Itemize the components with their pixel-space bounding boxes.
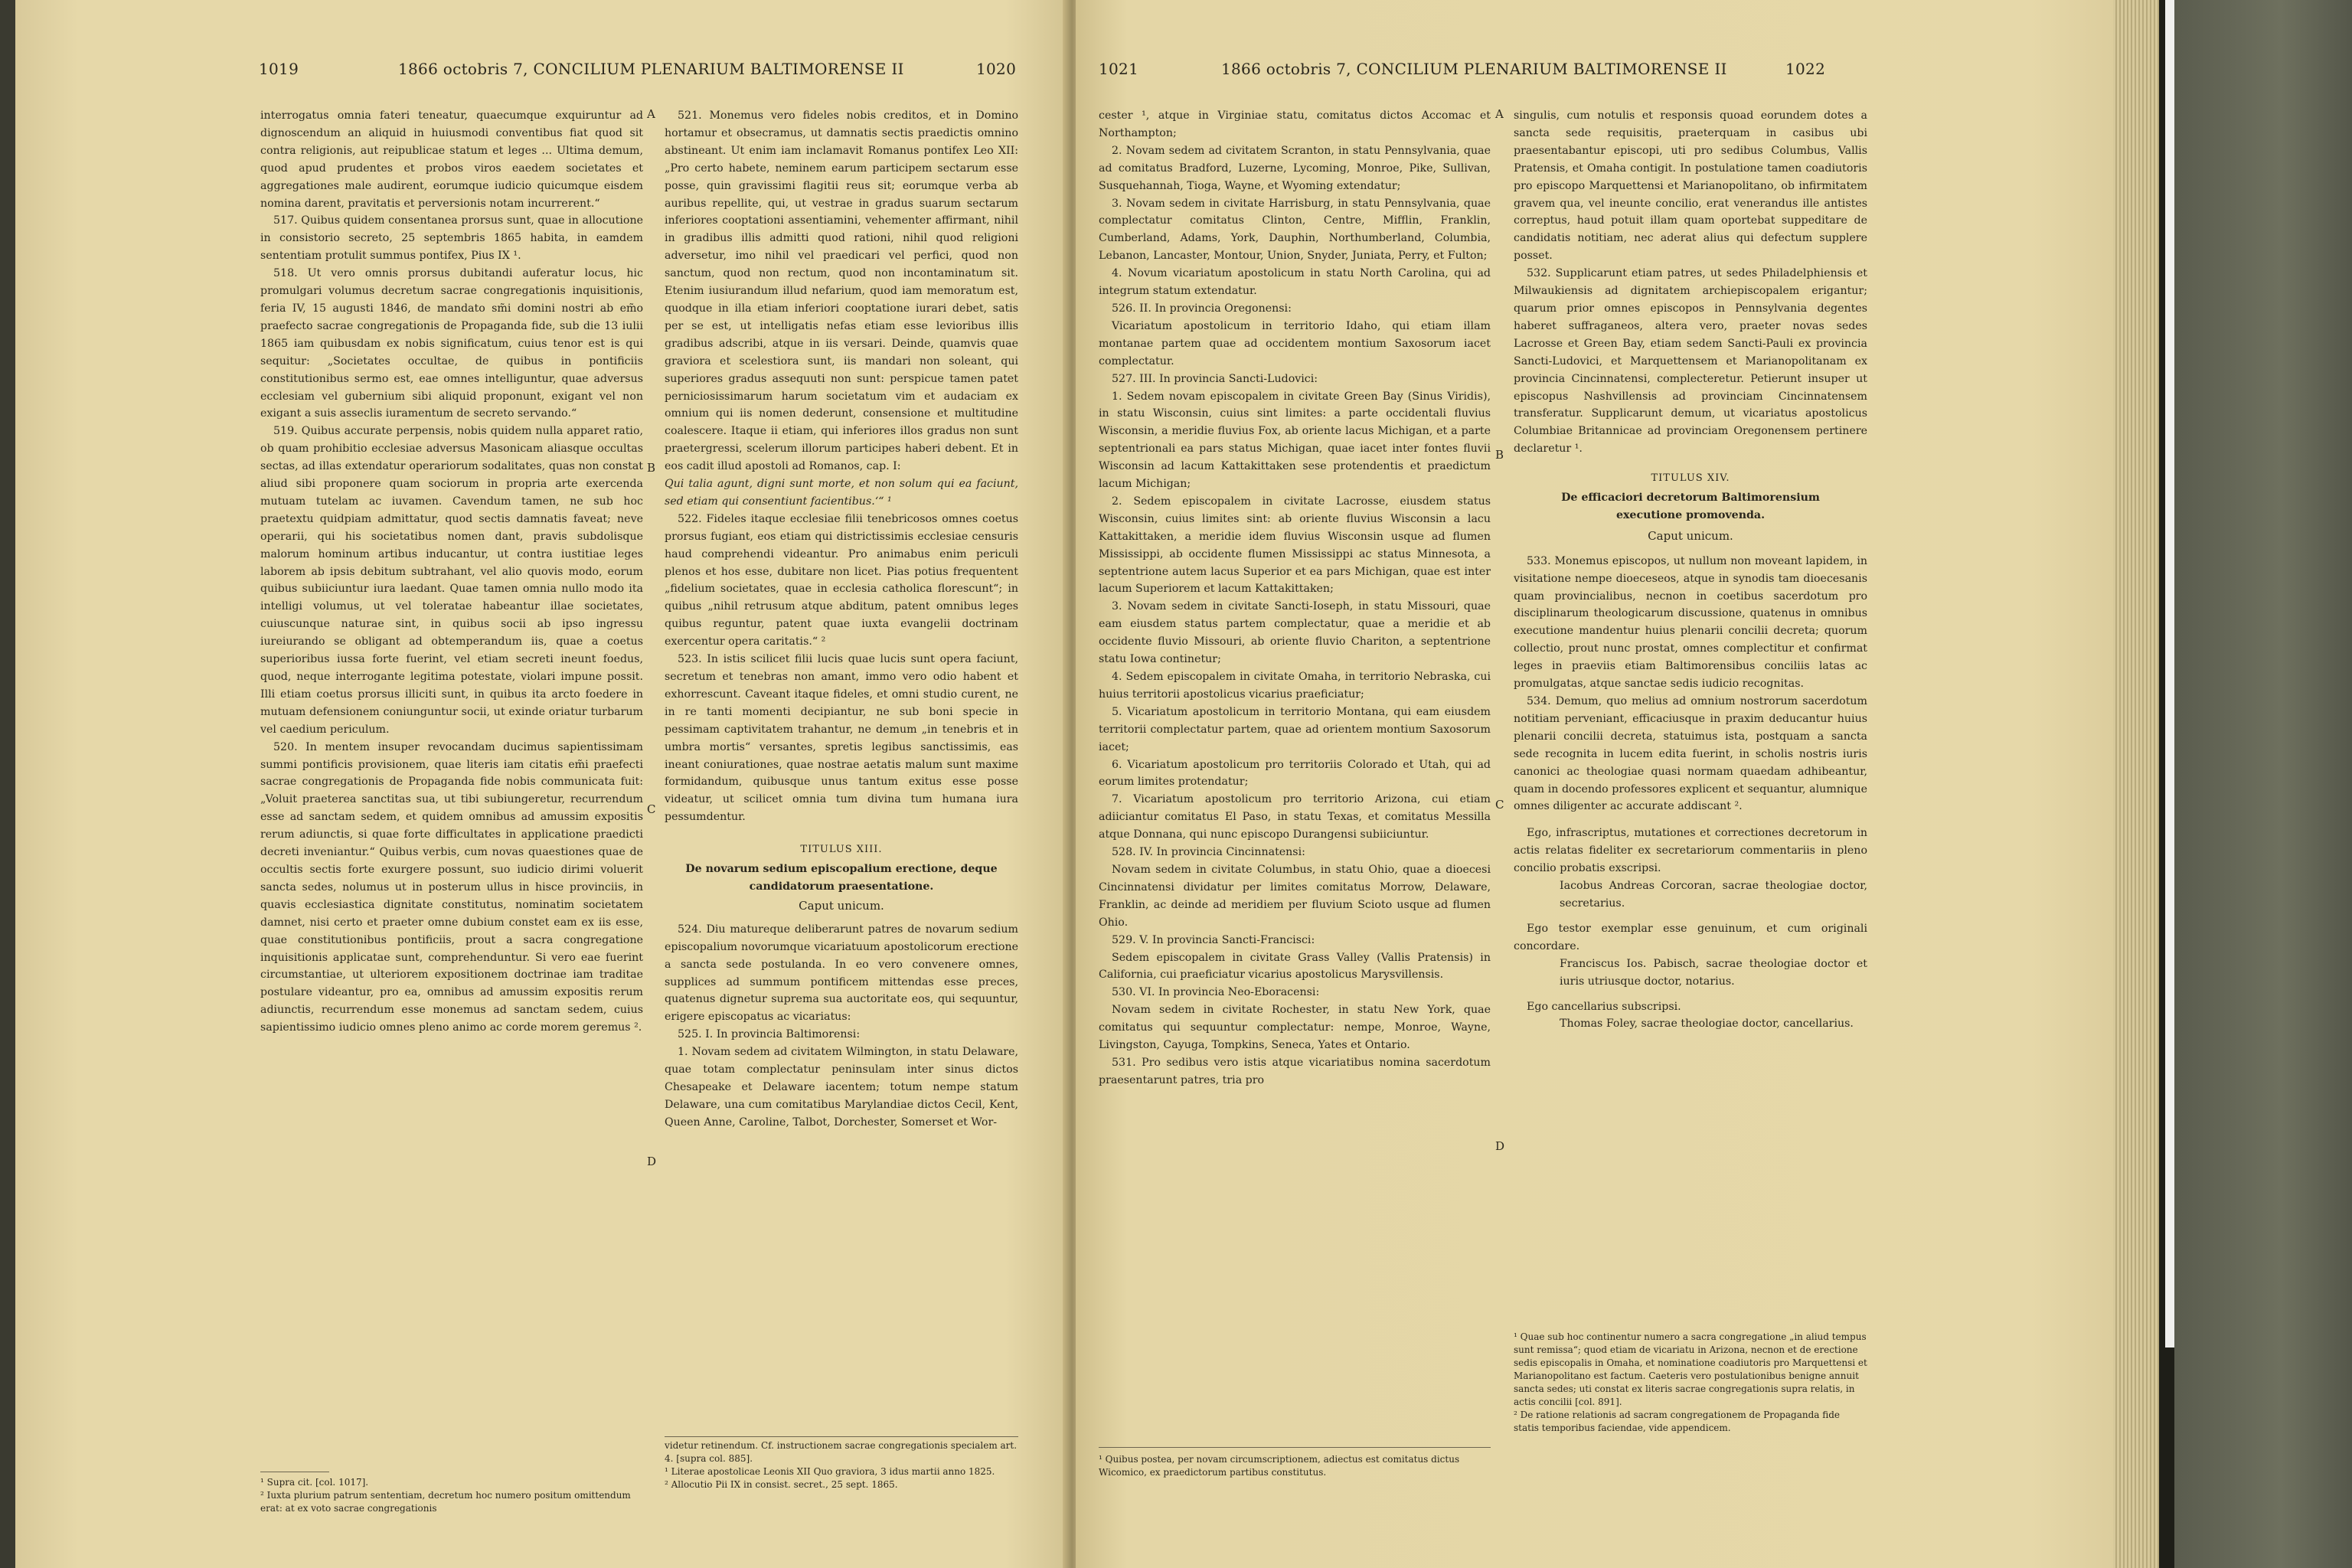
right-page <box>1076 0 2113 1568</box>
paragraph-534: 534. Demum, quo melius ad omnium nostrorum sacerdotum notitiam perveniant, efficaciusque in praxim deducantur huius plenarii concilii decreta, statuimus ista, postquam a sancta sede recognita in lucem edita fuerint, in scholis nostris iuris canonici ac theologiae quasi normam quaedam adhibeantur, quam in docendo professores explicent et sequantur, alumnique omnes diligenter ac accurate addiscant ². <box>1514 695 1867 813</box>
paragraph-524: 524. Diu matureque deliberarunt patres de novarum sedium episcopalium novorumque vicariatuum apostolicorum erectione a sancta sede postulanda. In eo vero convenere omnes, supplices ad summum pontificem mittendas esse preces, quatenus dignetur suprema sua auctoritate eos, qui sequuntur, erigere episcopatus ac vicariatus: <box>665 923 1018 1024</box>
caput-unicum: Caput unicum. <box>1648 528 1733 543</box>
margin-letter-a: A <box>1495 107 1504 121</box>
paragraph: 1. Sedem novam episcopalem in civitate Green Bay (Sinus Viridis), in statu Wisconsin, cuius sint limites: a parte occidentali fluvius Wisconsin, a meridie fluvius Fox, ab oriente lacus Michigan, et a parte septentrionali ea pars status Michigan, quae iacet inter fontes fluvii Wisconsin ad lacum Kattakittaken sese protendentis et praedictum lacum Michigan; <box>1099 390 1491 491</box>
footnote: ¹ Literae apostolicae Leonis XII Quo graviora, 3 idus martii anno 1825. <box>665 1466 995 1477</box>
footnotes-right-col1 <box>1099 1453 1491 1479</box>
paragraph-526: 526. II. In provincia Oregonensi: <box>1112 302 1292 315</box>
signature-statement: Ego cancellarius subscripsi. <box>1527 1000 1681 1013</box>
book-page-edges <box>2113 0 2159 1568</box>
paragraph-528: 528. IV. In provincia Cincinnatensi: <box>1112 846 1305 859</box>
paragraph-527: 527. III. In provincia Sancti-Ludovici: <box>1112 372 1318 385</box>
background-edge-left <box>0 0 15 1568</box>
running-title-right: 1866 octobris 7, CONCILIUM PLENARIUM BALTIMORENSE II <box>1221 60 1727 78</box>
footnote-rule <box>1099 1447 1491 1448</box>
footnote: videtur retinendum. Cf. instructionem sacrae congregationis specialem art. 4. [supra col. 885]. <box>665 1440 1018 1464</box>
titulus-xiii-heading: De novarum sedium episcopalium erectione, deque candidatorum praesentatione. <box>685 863 998 893</box>
margin-letter-d: D <box>1495 1139 1505 1153</box>
titulus-xiii: TITULUS XIII. <box>800 844 883 856</box>
paragraph-530: 530. VI. In provincia Neo-Eboracensi: <box>1112 986 1320 999</box>
paragraph: 7. Vicariatum apostolicum pro territorio Arizona, cui etiam adiiciantur comitatus El Paso, in statu Texas, et comitatus Messilla atque Donnana, qui nunc episcopo Durangensi subiiciuntur. <box>1099 793 1491 841</box>
paragraph: 3. Novam sedem in civitate Harrisburg, in statu Pennsylvania, quae complectatur comitatus Clinton, Centre, Mifflin, Franklin, Cumberland, Adams, York, Dauphin, Northumberland, Columbia, Lebanon, Lancaster, Montour, Union, Snyder, Juniata, Perry, et Fulton; <box>1099 197 1491 263</box>
quotation: Qui talia agunt, digni sunt morte, et non solum qui ea faciunt, sed etiam qui consentiunt facientibus.‘“ ¹ <box>665 478 1018 508</box>
page-number-1021: 1021 <box>1099 60 1139 78</box>
footnote: ² Allocutio Pii IX in consist. secret., 25 sept. 1865. <box>665 1479 898 1490</box>
signature-pabisch: Franciscus Ios. Pabisch, sacrae theologiae doctor et iuris utriusque doctor, notarius. <box>1560 957 1867 988</box>
paragraph: 3. Novam sedem in civitate Sancti-Ioseph, in statu Missouri, quae eam eiusdem status partem complectatur, quae a meridie et ab occidente fluvio Missouri, ab oriente fluvio Chariton, a septentrione statu Iowa continetur; <box>1099 600 1491 666</box>
signature-statement: Ego testor exemplar esse genuinum, et cum originali concordare. <box>1514 922 1867 952</box>
signature-statement: Ego, infrascriptus, mutationes et correctiones decretorum in actis relatas fideliter ex secretariorum commentariis in pleno concilio probatis exscripsi. <box>1514 827 1867 875</box>
page-number-1019: 1019 <box>259 60 299 78</box>
paragraph: 5. Vicariatum apostolicum in territorio Montana, qui eam eiusdem territorii complectatur partem, quae ad orientem montium Saxosorum iacet; <box>1099 705 1491 753</box>
paragraph-523: 523. In istis scilicet filii lucis quae lucis sunt opera faciunt, secretum et tenebras non amant, immo vero odio habent et exhorrescunt. Caveant itaque fideles, et omni studio curent, ne in re tanti momenti decipiantur, ne sub boni specie in pessimam captivitatem trahantur, ne demum „in tenebris et in umbra mortis“ versantes, spretis legibus sanctissimis, eas ineant coniurationes, quae nostrae aetatis malum sunt maxime formidandum, quibusque unus tantum exitus esse posse videatur, ut scilicet omnia tum divina tum humana iura pessumdentur. <box>665 653 1018 824</box>
margin-letter-c: C <box>1495 798 1504 812</box>
margin-letter-b: B <box>1495 448 1504 462</box>
titulus-xiv: TITULUS XIV. <box>1651 472 1730 485</box>
paragraph-518: 518. Ut vero omnis prorsus dubitandi auferatur locus, hic promulgari volumus decretum sacrae congregationis inquisitionis, feria IV, 15 augusti 1846, de mandato sm̃i domini nostri ab em̃o praefecto sacrae congregationis de Propaganda fide, sub die 13 iulii 1865 iam quibusdam ex nobis significatum, cuius tenor est is qui sequitur: „Societates occultae, de quibus in pontificiis constitutionibus sermo est, eae omnes intelliguntur, quae adversus ecclesiam vel gubernium sibi aliquid proponunt, exigant vel non exigant a suis asseclis iuramentum de secreto servando.“ <box>260 267 643 420</box>
left-page-column-1 <box>260 107 643 1037</box>
paragraph: interrogatus omnia fateri teneatur, quaecumque exquiruntur ad dignoscendum an aliquid in huiusmodi conventibus fiat quod sit contra religionis, aut reipublicae statum et leges ... Ultima demum, quod apud prudentes et probos viros eaedem societates et aggregationes male audirent, eorumque iudicio quicumque eisdem nomina darent, pravitatis et perversionis notam incurrerent.“ <box>260 109 643 210</box>
running-title-left: 1866 octobris 7, CONCILIUM PLENARIUM BALTIMORENSE II <box>398 60 904 78</box>
paragraph: Sedem episcopalem in civitate Grass Valley (Vallis Pratensis) in California, cui praeficiatur vicarius apostolicus Marysvillensis. <box>1099 951 1491 982</box>
paragraph-517: 517. Quibus quidem consentanea prorsus sunt, quae in allocutione in consistorio secreto, 25 septembris 1865 habita, in eamdem sententiam protulit summus pontifex, Pius IX ¹. <box>260 214 643 263</box>
paragraph: 2. Sedem episcopalem in civitate Lacrosse, eiusdem status Wisconsin, cuius limites sint: ab oriente fluvius Wisconsin a lacu Kattakittaken, a meridie idem fluvius Wisconsin usque ad flumen Mississippi, ab occidente flumen Mississippi ac status Minnesota, a septentrione autem lacus Superior et ea pars Michigan, quae est inter lacum Superiorem et lacum Kattakittaken; <box>1099 495 1491 596</box>
footnote: ¹ Quae sub hoc continentur numero a sacra congregatione „in aliud tempus sunt remissa“; quod etiam de vicariatu in Arizona, necnon et de erectione sedis episcopalis in Omaha, et nominatione coadiutoris pro Marquettensi et Marianopolitano est factum. Caeteris vero postulationibus benigne annuit sancta sedes; uti constat ex literis sacrae congregationis supra relatis, in actis concilii [col. 891]. <box>1514 1331 1867 1407</box>
left-page <box>15 0 1068 1568</box>
paragraph-532: 532. Supplicarunt etiam patres, ut sedes Philadelphiensis et Milwaukiensis ad dignitatem archiepiscopalem erigantur; quarum prior omnes episcopos in Pennsylvania degentes haberet suffraganeos, altera vero, praeter novas sedes Lacrosse et Green Bay, etiam sedem Sancti-Pauli ex provincia Sancti-Ludovici, et Marquettensem et Marianopolitanam ex provincia Cincinnatensi, complecteretur. Petierunt insuper ut episcopus Nashvillensis ad provinciam Cincinnatensem transferatur. Supplicarunt demum, ut vicariatus apostolicus Columbiae Britannicae ad provinciam Oregonensem pertinere declaretur ¹. <box>1514 267 1867 456</box>
signature-foley: Thomas Foley, sacrae theologiae doctor, cancellarius. <box>1560 1018 1854 1031</box>
footnote-rule <box>665 1436 1018 1437</box>
paragraph: 2. Novam sedem ad civitatem Scranton, in statu Pennsylvania, quae ad comitatus Bradford, Luzerne, Lycoming, Monroe, Pike, Sullivan, Susquehannah, Tioga, Wayne, et Wyoming extendatur; <box>1099 144 1491 192</box>
paragraph: 4. Sedem episcopalem in civitate Omaha, in territorio Nebraska, cui huius territorii apostolicus vicarius praeficiatur; <box>1099 671 1491 701</box>
caput-unicum: Caput unicum. <box>799 898 884 913</box>
right-page-column-2 <box>1514 107 1867 1033</box>
white-clip-bar <box>2165 0 2174 1348</box>
page-number-1022: 1022 <box>1785 60 1826 78</box>
paragraph: Novam sedem in civitate Columbus, in statu Ohio, quae a dioecesi Cincinnatensi dividatur per limites comitatus Morrow, Delaware, Franklin, ac deinde ad meridiem per fluvium Scioto usque ad flumen Ohio. <box>1099 863 1491 929</box>
footnote: ¹ Quibus postea, per novam circumscriptionem, adiectus est comitatus dictus Wicomico, ex praedictorum partibus constitutus. <box>1099 1454 1460 1478</box>
paragraph: Novam sedem in civitate Rochester, in statu New York, quae comitatus qui sequuntur complectatur: nempe, Monroe, Wayne, Livingston, Cayuga, Tompkins, Seneca, Yates et Ontario. <box>1099 1004 1491 1052</box>
footnotes-right-col2 <box>1514 1331 1867 1435</box>
footnotes-left-col1 <box>260 1476 643 1515</box>
page-number-1020: 1020 <box>976 60 1017 78</box>
right-page-column-1 <box>1099 107 1491 1089</box>
paragraph: cester ¹, atque in Virginiae statu, comitatus dictos Accomac et Northampton; <box>1099 109 1491 139</box>
paragraph-525: 525. I. In provincia Baltimorensi: <box>678 1028 861 1041</box>
paragraph-531: 531. Pro sedibus vero istis atque vicariatibus nomina sacerdotum praesentarunt patres, tria pro <box>1099 1056 1491 1086</box>
margin-letter-a: A <box>647 107 655 121</box>
paragraph-529: 529. V. In provincia Sancti-Francisci: <box>1112 933 1315 946</box>
paragraph: 4. Novum vicariatum apostolicum in statu North Carolina, qui ad integrum statum extendatur. <box>1099 267 1491 298</box>
paragraph: singulis, cum notulis et responsis quoad eorundem dotes a sancta sede requisitis, praeterquam in casibus ubi praesentabantur episcopi, uti pro sedibus Columbus, Vallis Pratensis, et Omaha contigit. In postulatione tamen coadiutoris pro episcopo Marquettensi et Marianopolitano, ob infirmitatem gravem qua, vel ineunte concilio, erat venerandus ille antistes correptus, haud potuit illam quam oportebat suppeditare de candidatis notitiam, nec aderat alius qui defectum supplere posset. <box>1514 109 1867 263</box>
paragraph: Vicariatum apostolicum in territorio Idaho, qui etiam illam montanae partem quae ad occidentem montium Saxosorum iacet complectatur. <box>1099 319 1491 368</box>
margin-letter-b: B <box>647 461 656 475</box>
paragraph-521: 521. Monemus vero fideles nobis creditos, et in Domino hortamur et obsecramus, ut damnatis sectis praedictis omnino abstineant. Ut enim iam inclamavit Romanus pontifex Leo XII: „Pro certo habete, neminem earum participem sectarum esse posse, quin gravissimi flagitii reus sit; eorumque verba ab auribus repellite, qui, ut vestrae in gradus suarum sectarum inferiores cooptationi assentiamini, vehementer affirmant, nihil in gradibus illis admitti quod rationi, nihil quod religioni adversetur, imo nihil vel praedicari vel perfici, quod non sanctum, quod non rectum, quod non incontaminatum sit. Etenim iusiurandum illud nefarium, quod iam memoratum est, quodque in illa etiam inferiori cooptatione iurari debet, satis per se est, ut intelligatis nefas etiam esse levioribus illis gradibus adscribi, atque in iis versari. Deinde, quamvis quae graviora et scelestiora sunt, iis mandari non soleant, qui superiores gradus assequuti non sunt: perspicue tamen patet perniciosissimarum harum societatum vim et audaciam ex omnium qui iis nomen dederunt, consensione et multitudine coalescere. Itaque ii etiam, qui inferiores illos gradus non sunt praetergressi, scelerum illorum participes haberi debent. Et in eos cadit illud apostoli ad Romanos, cap. I: <box>665 109 1018 473</box>
background-right <box>2174 0 2352 1568</box>
margin-letter-d: D <box>647 1155 657 1168</box>
footnote: ² De ratione relationis ad sacram congregationem de Propaganda fide statis temporibus faciendae, vide appendicem. <box>1514 1410 1841 1433</box>
titulus-xiv-heading: De efficaciori decretorum Baltimorensium executione promovenda. <box>1561 492 1820 521</box>
left-page-column-2 <box>665 107 1018 1132</box>
paragraph: 1. Novam sedem ad civitatem Wilmington, in statu Delaware, quae totam complectatur peninsulam inter sinus dictos Chesapeake et Delaware iacentem; totum nempe statum Delaware, una cum comitatibus Marylandiae dictos Cecil, Kent, Queen Anne, Caroline, Talbot, Dorchester, Somerset et Wor- <box>665 1046 1018 1129</box>
margin-letter-c: C <box>647 802 656 816</box>
paragraph-519: 519. Quibus accurate perpensis, nobis quidem nulla apparet ratio, ob quam prohibitio ecclesiae adversus Masonicam aliasque occultas sectas, ad illas extendatur operariorum sodalitates, quas non constat aliud sibi proponere quam sociorum in propria arte exercenda mutuam tutelam ac iuvamen. Cavendum tamen, ne sub hoc praetextu quidpiam admittatur, quod sectis damnatis faveat; neve operarii, qui his societatibus nomen dant, pravis subdolisque malorum hominum artibus inducantur, ut contra iustitiae leges laborem ab ipsis debitum subtrahant, vel alio quovis modo, eorum quibus subiiciuntur iura laedant. Quae tamen omnia nullo modo ita intelligi volumus, ut vel toleratae habeantur illae societates, cuiuscunque naturae sint, in quibus socii ab ipso ingressu iureiurando se obligant ad obtemperandum iis, quae a coetus superioribus iussa forte fuerint, vel etiam secreti ineunt foedus, quod, neque interrogante legitima potestate, violari impune possit. Illi etiam coetus prorsus illiciti sunt, in quibus ita arcto foedere in mutuam defensionem coniunguntur socii, ut exinde oriatur turbarum vel caedium periculum. <box>260 425 643 736</box>
paragraph-533: 533. Monemus episcopos, ut nullum non moveant lapidem, in visitatione nempe dioeceseos, atque in synodis tam dioecesanis quam provincialibus, necnon in coetibus sacerdotum pro disciplinarum theologicarum discussione, quatenus in omnibus executione mandentur huius plenarii concilii decreta; quorum collectio, prout nunc prostat, omnes complectitur et confirmat leges in praeviis etiam Baltimorensibus conciliis latas ac promulgatas, atque sanctae sedis iudicio recognitas. <box>1514 554 1867 691</box>
footnote: ² Iuxta plurium patrum sententiam, decretum hoc numero positum omittendum erat: at ex voto sacrae congregationis <box>260 1490 631 1514</box>
signature-corcoran: Iacobus Andreas Corcoran, sacrae theologiae doctor, secretarius. <box>1560 880 1867 910</box>
footnotes-left-col2 <box>665 1439 1018 1491</box>
paragraph-522: 522. Fideles itaque ecclesiae filii tenebricosos omnes coetus prorsus fugiant, eos etiam qui districtissimis ecclesiae censuris haud comprehendi videantur. Pro animabus enim periculi plenos et hos esse, dubitare non licet. Pias potius frequentent „fidelium societates, quae in ecclesia catholica florescunt“; in quibus „nihil retrusum atque abditum, patent omnibus leges quibus reguntur, patent quae iuxta evangelii doctrinam exercentur opera caritatis.“ ² <box>665 512 1018 648</box>
paragraph-520: 520. In mentem insuper revocandam ducimus sapientissimam summi pontificis provisionem, quae literis iam citatis em̃i praefecti sacrae congregationis de Propaganda fide nobis communicata fuit: „Voluit praeterea sanctitas sua, ut tibi subiungeretur, recurrendum esse ad sanctam sedem, et quidem omnibus ad amussim expositis rerum adiunctis, si quae forte difficultates in applicatione praedicti decreti inveniantur.“ Quibus verbis, cum novas quaestiones quae de occultis sectis forte exurgere possunt, suo iudicio dirimi voluerit sancta sedes, nolumus ut in posterum ullus in hisce provinciis, in quavis ecclesiastica dignitate constitutus, nominatim societatem damnet, nisi certo et praeter omne dubium constet eam ex iis esse, quae constitutionibus pontificiis, prout a sacra congregatione inquisitionis applicatae sunt, comprehenduntur. Si vero eae fuerint circumstantiae, ut ulteriorem expositionem doctrinae iam traditae postulare videantur, pro ea, omnibus ad amussim expositis rerum adiunctis, recurrendum esse monemus ad sanctam sedem, cuius sapientissimo iudicio omnes pleno animo ac corde morem geremus ². <box>260 740 643 1034</box>
footnote: ¹ Supra cit. [col. 1017]. <box>260 1477 369 1488</box>
paragraph: 6. Vicariatum apostolicum pro territoriis Colorado et Utah, qui ad eorum limites protendatur; <box>1099 758 1491 789</box>
